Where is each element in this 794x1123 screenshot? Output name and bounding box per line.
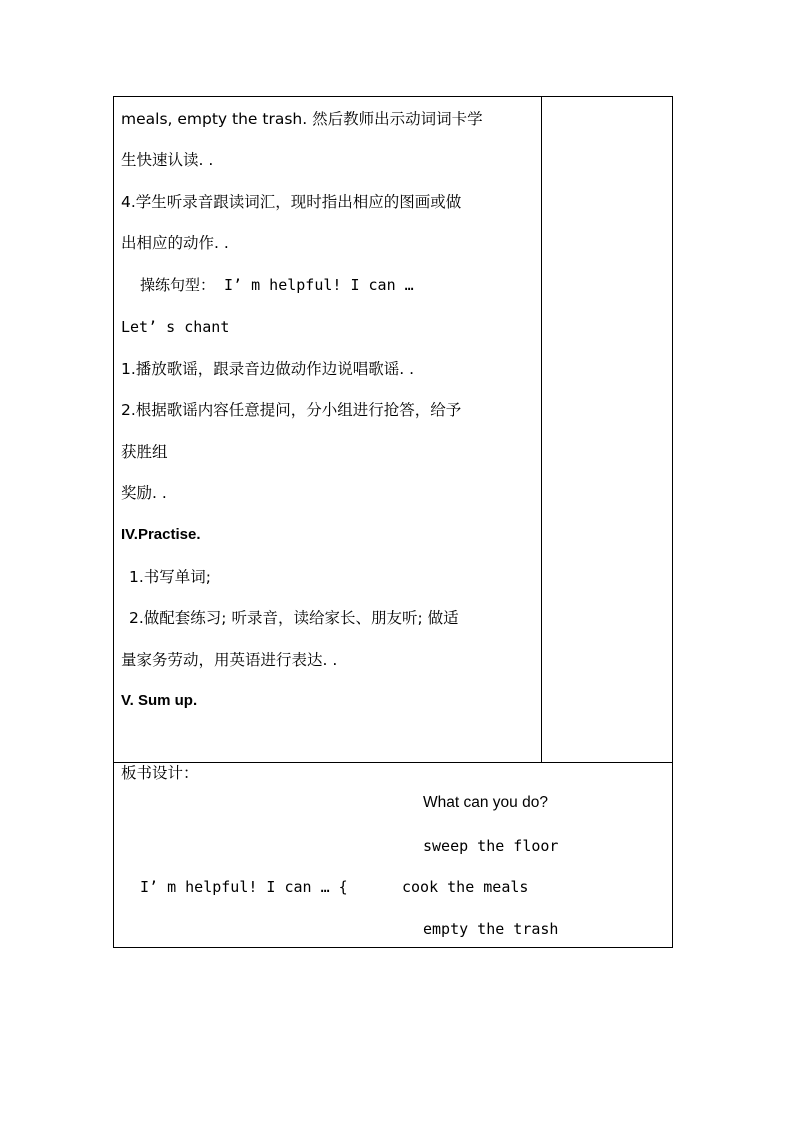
procedure-line-3: 4.学生听录音跟读词汇，现时指出相应的图画或做 [121, 193, 462, 211]
procedure-line-4: 出相应的动作. . [121, 234, 229, 252]
procedure-line-12: 1.书写单词; [129, 568, 212, 586]
procedure-line-13: 2.做配套练习; 听录音，读给家长、朋友听; 做适 [129, 609, 459, 627]
procedure-line-14: 量家务劳动，用英语进行表达. . [121, 651, 338, 669]
board-question: What can you do? [423, 794, 548, 811]
procedure-line-2: 生快速认读. . [121, 151, 214, 169]
board-sentence-prefix: I’ m helpful! I can … { [140, 878, 348, 896]
board-item-3: empty the trash [423, 920, 559, 938]
procedure-line-6: Let’ s chant [121, 318, 230, 336]
procedure-line-1: meals, empty the trash. 然后教师出示动词词卡学 [121, 110, 483, 128]
board-design-label: 板书设计： [121, 764, 199, 782]
lesson-plan-table [113, 96, 673, 948]
section-heading-sum-up: V. Sum up. [121, 692, 198, 709]
board-item-1: sweep the floor [423, 837, 559, 855]
procedure-line-7: 1.播放歌谣，跟录音边做动作边说唱歌谣. . [121, 360, 415, 378]
board-item-2: cook the meals [402, 878, 529, 896]
procedure-line-8: 2.根据歌谣内容任意提问，分小组进行抢答，给予 [121, 401, 462, 419]
section-heading-practise: IV.Practise. [121, 526, 201, 543]
column-divider [541, 97, 542, 762]
procedure-line-9: 获胜组 [121, 443, 168, 461]
procedure-line-10: 奖励. . [121, 484, 167, 502]
procedure-line-5: 操练句型： I’ m helpful! I can … [140, 276, 414, 294]
